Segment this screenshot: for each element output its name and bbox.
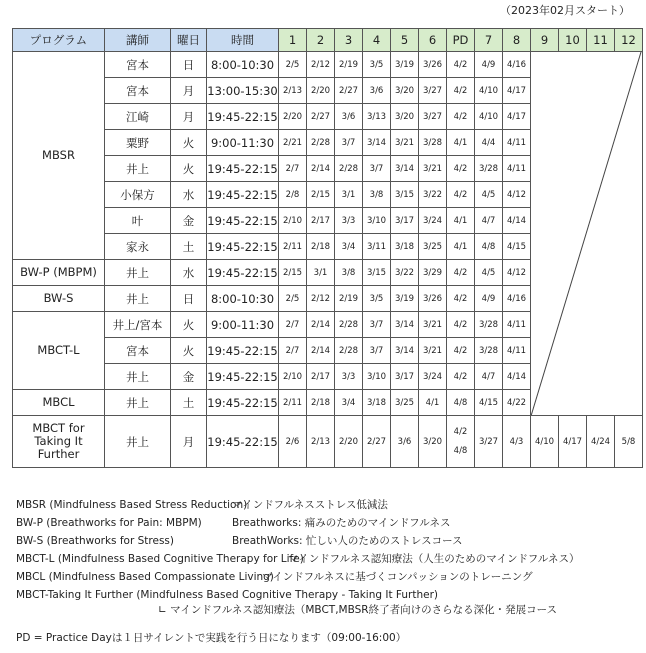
date-cell: 4/1 [447,130,475,156]
pd-date: 4/8 [453,445,468,456]
date-cell: 2/28 [335,156,363,182]
instructor-cell: 井上 [105,286,171,312]
header-week-6: 6 [419,29,447,52]
date-cell: 3/28 [475,156,503,182]
weekday-cell: 土 [171,234,207,260]
program-name: MBCL [13,390,105,416]
date-cell: 4/11 [503,312,531,338]
date-cell: 2/18 [307,390,335,416]
header-week-1: 1 [279,29,307,52]
date-cell: 2/15 [307,182,335,208]
legend-item-en: BW-P (Breathworks for Pain: MBPM) [16,517,202,529]
date-cell: 4/10 [475,104,503,130]
date-cell: 2/12 [307,52,335,78]
date-cell: 2/27 [363,416,391,468]
instructor-cell: 粟野 [105,130,171,156]
date-cell: 2/28 [307,130,335,156]
date-cell: 2/8 [279,182,307,208]
legend-item-en: MBCL (Mindfulness Based Compassionate Living) [16,571,274,583]
legend-item-en: MBSR (Mindfulness Based Stress Reduction) [16,499,248,511]
header-week-7: 7 [475,29,503,52]
legend-sub-note: ∟ マインドフルネス認知療法（MBCT,MBSR終了者向けのさらなる深化・発展コース [158,604,558,616]
date-cell: 3/27 [419,78,447,104]
pd-date: 4/2 [453,427,468,437]
date-cell: 3/26 [419,286,447,312]
date-cell: 3/14 [391,156,419,182]
date-cell: 3/26 [419,52,447,78]
date-cell: 3/21 [419,156,447,182]
date-cell: 4/12 [503,260,531,286]
date-cell: 2/7 [279,338,307,364]
pd-date-cell [447,416,475,468]
date-cell: 2/6 [279,416,307,468]
weekday-cell: 日 [171,52,207,78]
date-cell: 3/25 [419,234,447,260]
date-cell: 2/14 [307,156,335,182]
legend-item-en: MBCT-L (Mindfulness Based Cognitive Therapy for Life) [16,553,304,565]
header-week-2: 2 [307,29,335,52]
date-cell: 3/21 [391,130,419,156]
time-cell: 9:00-11:30 [207,130,279,156]
date-cell: 3/15 [391,182,419,208]
weekday-cell: 水 [171,182,207,208]
date-cell: 4/2 [447,182,475,208]
date-cell: 4/2 [447,156,475,182]
instructor-cell: 井上 [105,390,171,416]
time-cell: 19:45-22:15 [207,156,279,182]
date-cell: 4/2 [447,312,475,338]
date-cell: 3/21 [419,312,447,338]
date-cell: 3/22 [391,260,419,286]
header-week-9: 9 [531,29,559,52]
header-instructor: 講師 [105,29,171,52]
date-cell: 3/14 [391,312,419,338]
date-cell: 3/20 [391,104,419,130]
date-cell: 2/27 [335,78,363,104]
instructor-cell: 宮本 [105,52,171,78]
date-cell: 3/28 [419,130,447,156]
date-cell: 4/1 [447,208,475,234]
date-cell: 2/27 [307,104,335,130]
program-name: MBSR [13,52,105,260]
date-cell: 3/17 [391,364,419,390]
date-cell: 3/14 [391,338,419,364]
date-cell: 3/3 [335,208,363,234]
legend-item-ja: BreathWorks: 忙しい人のためのストレスコース [232,535,463,547]
header-week-11: 11 [587,29,615,52]
date-cell: 4/16 [503,286,531,312]
weekday-cell: 金 [171,208,207,234]
date-cell: 2/5 [279,286,307,312]
date-cell: 3/27 [419,104,447,130]
time-cell: 19:45-22:15 [207,104,279,130]
instructor-cell: 宮本 [105,338,171,364]
date-cell: 4/9 [475,52,503,78]
date-cell: 4/15 [475,390,503,416]
date-cell: 3/10 [363,208,391,234]
diagonal-stroke [531,52,641,416]
date-cell: 3/14 [363,130,391,156]
legend-item-en: MBCT-Taking It Further (Mindfulness Based Cognitive Therapy - Taking It Further) [16,589,439,601]
date-cell: 2/10 [279,364,307,390]
time-cell: 19:45-22:15 [207,364,279,390]
date-cell: 2/13 [279,78,307,104]
instructor-cell: 家永 [105,234,171,260]
date-cell: 4/5 [475,182,503,208]
legend-item-ja: マインドフルネス認知療法（人生のためのマインドフルネス） [288,553,580,565]
date-cell: 4/4 [475,130,503,156]
header-week-12: 12 [615,29,643,52]
date-cell: 2/17 [307,208,335,234]
start-date-label: （2023年02月スタート） [500,4,630,17]
date-cell: 3/5 [363,286,391,312]
instructor-cell: 井上 [105,260,171,286]
date-cell: 3/22 [419,182,447,208]
date-cell: 4/2 [447,364,475,390]
date-cell: 4/2 [447,338,475,364]
date-cell: 3/24 [419,208,447,234]
date-cell: 3/6 [391,416,419,468]
date-cell: 4/11 [503,130,531,156]
diagonal-line [531,52,643,416]
table-row [13,416,643,468]
date-cell: 4/8 [447,390,475,416]
legend-item-ja: マインドフルネスストレス低減法 [232,499,388,511]
date-cell: 3/4 [335,234,363,260]
weekday-cell: 月 [171,104,207,130]
time-cell: 19:45-22:15 [207,390,279,416]
date-cell: 2/21 [279,130,307,156]
time-cell: 8:00-10:30 [207,52,279,78]
date-cell: 4/14 [503,208,531,234]
date-cell: 3/29 [419,260,447,286]
program-name: MBCT-L [13,312,105,390]
date-cell: 4/1 [447,234,475,260]
time-cell: 19:45-22:15 [207,338,279,364]
instructor-cell: 井上 [105,416,171,468]
date-cell: 3/20 [391,78,419,104]
weekday-cell: 金 [171,364,207,390]
header-time: 時間 [207,29,279,52]
table-row [13,52,643,78]
date-cell: 3/6 [363,78,391,104]
date-cell: 2/7 [279,312,307,338]
date-cell: 2/11 [279,390,307,416]
date-cell: 2/20 [335,416,363,468]
date-cell: 3/28 [475,338,503,364]
date-cell: 3/17 [391,208,419,234]
date-cell: 2/28 [335,312,363,338]
unused-weeks-area [531,52,643,416]
instructor-cell: 井上 [105,364,171,390]
weekday-cell: 月 [171,416,207,468]
date-cell: 2/10 [279,208,307,234]
date-cell: 4/5 [475,260,503,286]
date-cell: 2/14 [307,338,335,364]
date-cell: 2/7 [279,156,307,182]
legend-item-ja: Breathworks: 痛みのためのマインドフルネス [232,517,451,529]
practice-day-note: PD = Practice Dayは１日サイレントで実践を行う日になります（09:00-16:00） [16,632,407,644]
weekday-cell: 火 [171,156,207,182]
date-cell: 3/4 [335,390,363,416]
date-cell: 4/9 [475,286,503,312]
date-cell: 4/2 [447,286,475,312]
date-cell: 4/12 [503,182,531,208]
date-cell: 3/20 [419,416,447,468]
time-cell: 19:45-22:15 [207,260,279,286]
date-cell: 3/7 [335,130,363,156]
instructor-cell: 井上 [105,156,171,182]
date-cell: 2/12 [307,286,335,312]
instructor-cell: 小保方 [105,182,171,208]
weekday-cell: 月 [171,78,207,104]
date-cell: 3/5 [363,52,391,78]
time-cell: 19:45-22:15 [207,182,279,208]
date-cell: 3/8 [335,260,363,286]
date-cell: 2/20 [279,104,307,130]
weekday-cell: 日 [171,286,207,312]
date-cell: 3/15 [363,260,391,286]
weekday-cell: 水 [171,260,207,286]
header-week-pd: PD [447,29,475,52]
weekday-cell: 火 [171,338,207,364]
date-cell: 3/19 [391,52,419,78]
date-cell: 4/1 [419,390,447,416]
time-cell: 19:45-22:15 [207,208,279,234]
instructor-cell: 井上/宮本 [105,312,171,338]
date-cell: 3/7 [363,312,391,338]
date-cell: 3/24 [419,364,447,390]
time-cell: 8:00-10:30 [207,286,279,312]
legend-item-ja: マインドフルネスに基づくコンパッションのトレーニング [262,571,533,583]
header-week-10: 10 [559,29,587,52]
header-week-4: 4 [363,29,391,52]
date-cell: 2/20 [307,78,335,104]
date-cell: 3/1 [335,182,363,208]
program-name: MBCT for Taking It Further [13,416,105,468]
date-cell: 2/13 [307,416,335,468]
date-cell: 2/18 [307,234,335,260]
date-cell: 3/18 [363,390,391,416]
header-week-8: 8 [503,29,531,52]
date-cell: 3/7 [363,338,391,364]
program-name: BW-S [13,286,105,312]
date-cell: 3/25 [391,390,419,416]
weekday-cell: 土 [171,390,207,416]
time-cell: 19:45-22:15 [207,234,279,260]
weekday-cell: 火 [171,130,207,156]
date-cell: 4/17 [559,416,587,468]
date-cell: 4/17 [503,78,531,104]
header-weekday: 曜日 [171,29,207,52]
date-cell: 4/7 [475,208,503,234]
date-cell: 4/10 [475,78,503,104]
date-cell: 4/11 [503,156,531,182]
header-row [13,29,643,52]
header-week-3: 3 [335,29,363,52]
date-cell: 3/10 [363,364,391,390]
date-cell: 2/19 [335,52,363,78]
date-cell: 4/3 [503,416,531,468]
date-cell: 4/8 [475,234,503,260]
date-cell: 3/8 [363,182,391,208]
schedule-table [12,28,643,468]
date-cell: 3/7 [363,156,391,182]
date-cell: 3/11 [363,234,391,260]
date-cell: 2/14 [307,312,335,338]
date-cell: 4/2 [447,104,475,130]
date-cell: 4/10 [531,416,559,468]
date-cell: 5/8 [615,416,643,468]
date-cell: 3/21 [419,338,447,364]
legend-item-en: BW-S (Breathworks for Stress) [16,535,174,547]
date-cell: 4/2 [447,78,475,104]
program-name: BW-P (MBPM) [13,260,105,286]
date-cell: 4/2 [447,52,475,78]
instructor-cell: 叶 [105,208,171,234]
time-cell: 13:00-15:30 [207,78,279,104]
date-cell: 3/13 [363,104,391,130]
date-cell: 4/14 [503,364,531,390]
instructor-cell: 江崎 [105,104,171,130]
header-week-5: 5 [391,29,419,52]
header-program: プログラム [13,29,105,52]
date-cell: 2/19 [335,286,363,312]
date-cell: 2/17 [307,364,335,390]
instructor-cell: 宮本 [105,78,171,104]
date-cell: 4/11 [503,338,531,364]
date-cell: 4/17 [503,104,531,130]
time-cell: 9:00-11:30 [207,312,279,338]
date-cell: 3/19 [391,286,419,312]
date-cell: 2/11 [279,234,307,260]
date-cell: 3/27 [475,416,503,468]
date-cell: 4/15 [503,234,531,260]
weekday-cell: 火 [171,312,207,338]
date-cell: 4/24 [587,416,615,468]
date-cell: 3/1 [307,260,335,286]
date-cell: 2/15 [279,260,307,286]
date-cell: 4/16 [503,52,531,78]
date-cell: 3/28 [475,312,503,338]
date-cell: 4/2 [447,260,475,286]
date-cell: 2/28 [335,338,363,364]
time-cell: 19:45-22:15 [207,416,279,468]
date-cell: 2/5 [279,52,307,78]
date-cell: 3/18 [391,234,419,260]
date-cell: 4/22 [503,390,531,416]
date-cell: 3/6 [335,104,363,130]
date-cell: 4/7 [475,364,503,390]
date-cell: 3/3 [335,364,363,390]
